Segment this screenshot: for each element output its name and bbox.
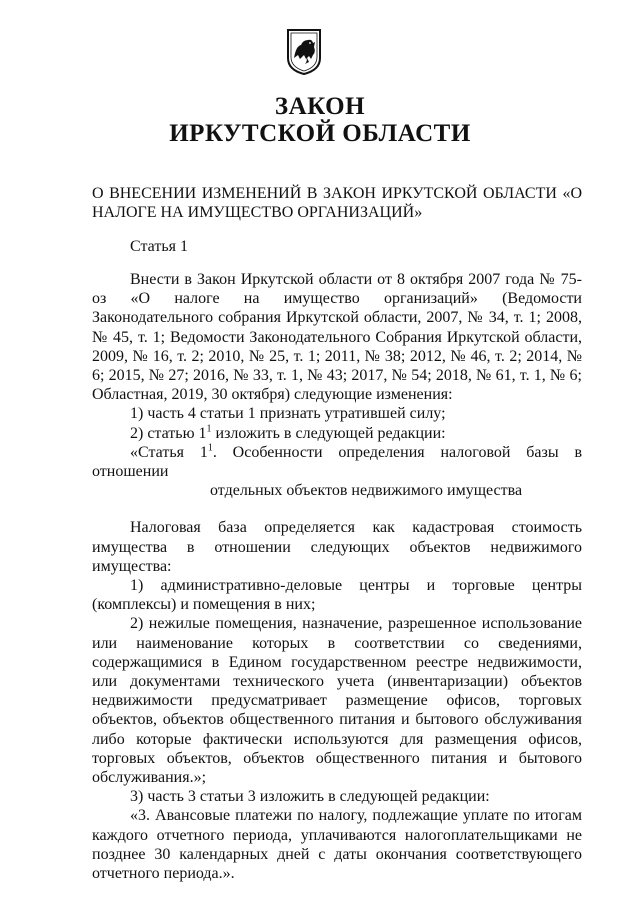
list-item-1: 1) часть 4 статьи 1 признать утратившей силу; <box>130 405 446 423</box>
new-article-heading-suffix: . Особенности определения налоговой базы в отношении <box>92 443 582 481</box>
intro-paragraph: Внести в Закон Иркутской области от 8 октября 2007 года № 75-оз «О налоге на имущество организаций» (Ведомости Законодательного собрания Иркутской области, 2007, № 34, т. 1; 2008, № 45, т. 1; Ведомости Законодательного Собрания Иркутской области, 2009, № 16, т. 2; 2010, № 25, т. 1; 2011, № 38; 2012, № 46, т. 2; 2014, № 6; 2015, № 27; 2016, № 33, т. 1, № 43; 2017, № 54; 2018, № 61, т. 1, № 6; Областная, 2019, 30 октября) следующие изменения: <box>92 271 582 404</box>
sub-item-2: 2) нежилые помещения, назначение, разрешенное использование или наименование которых в соответствии со сведениями, содержащимися в Едином государственном реестре недвижимости, или документами технического учета (инвентаризации) объектов недвижимости предусматривает размещение офисов, торговых объектов, объектов общественного питания и бытового обслуживания либо которые фактически используются для размещения офисов, торговых объектов, объектов общественного питания и бытового обслуживания.»; <box>92 615 582 787</box>
list-item-3: 3) часть 3 статьи 3 изложить в следующей редакции: <box>130 788 490 806</box>
list-item-2-suffix: изложить в следующей редакции: <box>211 424 446 442</box>
sub-item-1: 1) административно-деловые центры и торговые центры (комплексы) и помещения в них; <box>92 577 582 614</box>
new-article-heading-line2: отдельных объектов недвижимого имущества <box>210 482 523 500</box>
advance-payments-paragraph: «3. Авансовые платежи по налогу, подлежащие уплате по итогам каждого отчетного периода, уплачиваются налогоплательщиками не позднее 30 календарных дней с даты окончания соответствующего отчетного периода.». <box>92 807 582 883</box>
list-item-2-prefix: 2) статью 1 <box>130 424 207 442</box>
law-subtitle: О ВНЕСЕНИИ ИЗМЕНЕНИЙ В ЗАКОН ИРКУТСКОЙ ОБЛАСТИ «О НАЛОГЕ НА ИМУЩЕСТВО ОРГАНИЗАЦИЙ» <box>92 185 582 221</box>
new-article-heading <box>92 443 582 481</box>
list-item-2-sup: 1 <box>206 423 212 435</box>
tax-base-paragraph: Налоговая база определяется как кадастровая стоимость имущества в отношении следующих объектов недвижимого имущества: <box>92 519 582 575</box>
list-item-2 <box>92 424 582 443</box>
law-region-title: ИРКУТСКОЙ ОБЛАСТИ <box>169 120 471 147</box>
article-label: Статья 1 <box>130 238 188 255</box>
law-title: ЗАКОН <box>274 93 366 120</box>
coat-of-arms-icon <box>286 28 322 76</box>
article-body <box>92 270 582 883</box>
new-article-heading-prefix: «Статья 1 <box>130 443 208 461</box>
new-article-heading-sup: 1 <box>207 442 213 454</box>
